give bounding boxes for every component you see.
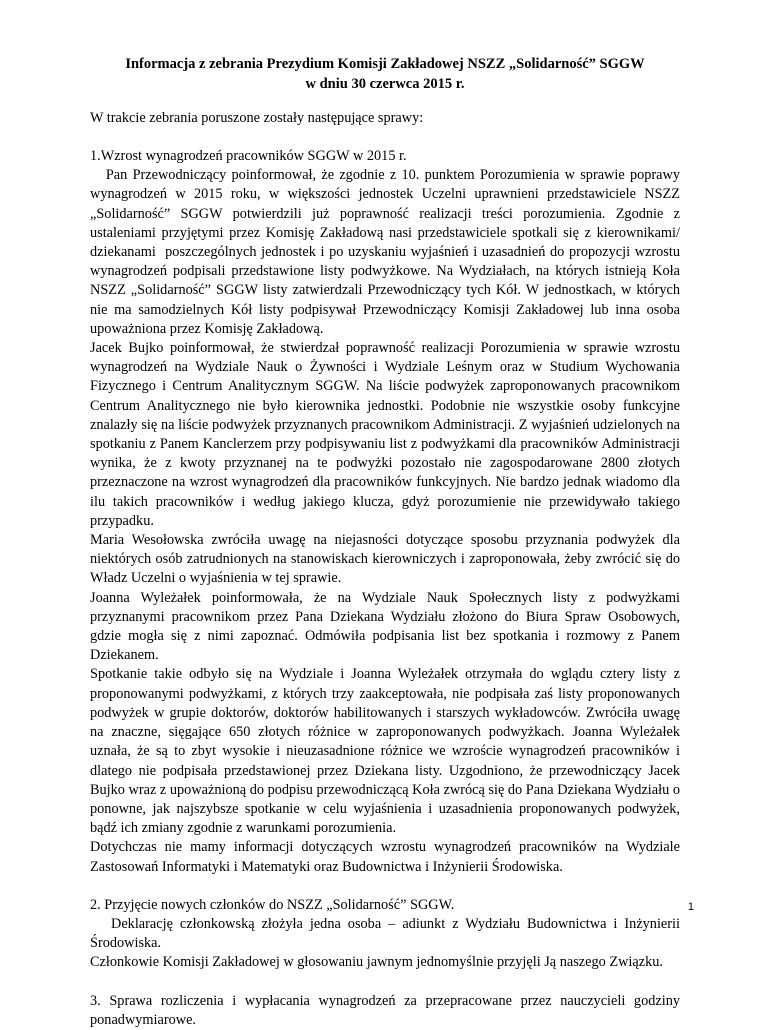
section-3-heading: 3. Sprawa rozliczenia i wypłacania wynagrodzeń za przepracowane przez nauczycieli godziny ponadwymiarowe. [90, 992, 680, 1028]
section-2-heading: 2. Przyjęcie nowych członków do NSZZ „Solidarność” SGGW. [90, 896, 455, 913]
page-number: 1 [687, 901, 694, 913]
title-line-1: Informacja z zebrania Prezydium Komisji Zakładowej NSZZ „Solidarność” SGGW [125, 56, 645, 72]
document-body [90, 147, 684, 1030]
section-1-paragraph-6: Dotychczas nie mamy informacji dotyczących wzrostu wynagrodzeń pracowników na Wydziale Zastosowań Informatyki i Matematyki oraz Budownictwa i Inżynierii Środowiska. [90, 839, 680, 875]
section-2-paragraph-2: Członkowie Komisji Zakładowej w głosowaniu jawnym jednomyślnie przyjęli Ją naszego Związku. [90, 954, 663, 971]
section-2-paragraph-1: Deklarację członkowską złożyła jedna osoba – adiunkt z Wydziału Budownictwa i Inżynierii Środowiska. [90, 915, 684, 952]
title-line-2: w dniu 30 czerwca 2015 r. [305, 76, 465, 92]
section-1-paragraph-1: Pan Przewodniczący poinformował, że zgodnie z 10. punktem Porozumienia w sprawie poprawy wynagrodzeń w 2015 roku, w większości jednostek Uczelni uprawnieni przedstawiciele NSZZ „Solidarność” SGGW potwierdzili już poprawność realizacji treści porozumienia. Zgodnie z ustaleniami przyjętymi przez Komisję Zakładową nasi przedstawiciele spotkali się z kierownikami/ dziekanami poszczególnych jednostek i po uzyskaniu wyjaśnień i uzasadnień do propozycji wzrostu wynagrodzeń podpisali przedstawione listy podwyżkowe. Na Wydziałach, na których istnieją Koła NSZZ „Solidarność” SGGW listy zatwierdzali Przewodniczący tych Kół. W jednostkach, w których nie ma samodzielnych Kół listy podpisywał Przewodniczący Komisji Zakładowej lub inna osoba upoważniona przez Komisję Zakładową. [90, 167, 684, 337]
section-1-paragraph-2: Jacek Bujko poinformował, że stwierdzał poprawność realizacji Porozumienia w sprawie wzrostu wynagrodzeń na Wydziale Nauk o Żywności i Wydziale Leśnym oraz w Studium Wychowania Fizycznego i Centrum Analitycznym SGGW. Na liście podwyżek zaproponowanych pracownikom Centrum Analitycznego nie było kierownika jednostki. Podobnie nie wszystkie osoby funkcyjne znalazły się na liście podwyżek przyznanych pracownikom Administracji. Z wyjaśnień udzielonych na spotkaniu z Panem Kanclerzem przy podpisywaniu list z podwyżkami dla pracowników Administracji wynika, że z kwoty przyznanej na te podwyżki pozostało nie zagospodarowane 2800 złotych przeznaczone na wzrost wynagrodzeń dla pracowników funkcyjnych. Nie bardzo jednak wiadomo dla ilu takich pracowników i według jakiego klucza, gdyż porozumienie nie przewidywało takiego przypadku. [90, 340, 680, 529]
section-1-paragraph-4: Joanna Wyleżałek poinformowała, że na Wydziale Nauk Społecznych listy z podwyżkami przyznanymi pracownikom przez Pana Dziekana Wydziału złożono do Biura Spraw Osobowych, gdzie mogła się z nimi zapoznać. Odmówiła podpisania list bez spotkania i rozmowy z Panem Dziekanem. [90, 589, 680, 664]
section-1-heading: 1.Wzrost wynagrodzeń pracowników SGGW w 2015 r. [90, 148, 407, 164]
document-title [90, 54, 680, 94]
section-1-paragraph-5: Spotkanie takie odbyło się na Wydziale i Joanna Wyleżałek otrzymała do wglądu cztery listy z proponowanymi podwyżkami, z których trzy zaakceptowała, nie podpisała zaś listy proponowanych podwyżek w grupie doktorów, doktorów habilitowanych i starszych wykładowców. Zwróciła uwagę na znaczne, sięgające 650 złotych różnice w zaproponowanych podwyżkach. Joanna Wyleżałek uznała, że są to zbyt wysokie i nieuzasadnione różnice we wzroście wynagrodzeń pracowników i dlatego nie podpisała przedstawionej przez Dziekana listy. Uzgodniono, że przewodniczący Jacek Bujko wraz z upoważnioną do podpisu przewodniczącą Koła zwrócą się do Pana Dziekana Wydziału o ponowne, jak najszybsze spotkanie w celu wyjaśnienia i uzasadnienia proponowanych podwyżek, bądź ich zmiany zgodnie z warunkami porozumienia. [90, 666, 680, 837]
section-1-paragraph-3: Maria Wesołowska zwróciła uwagę na niejasności dotyczące sposobu przyznania podwyżek dla niektórych osób zatrudnionych na stanowiskach kierowniczych i zaproponowała, żeby zwrócić się do Władz Uczelni o wyjaśnienia w tej sprawie. [90, 532, 680, 587]
intro-text: W trakcie zebrania poruszone zostały następujące sprawy: [90, 110, 424, 126]
